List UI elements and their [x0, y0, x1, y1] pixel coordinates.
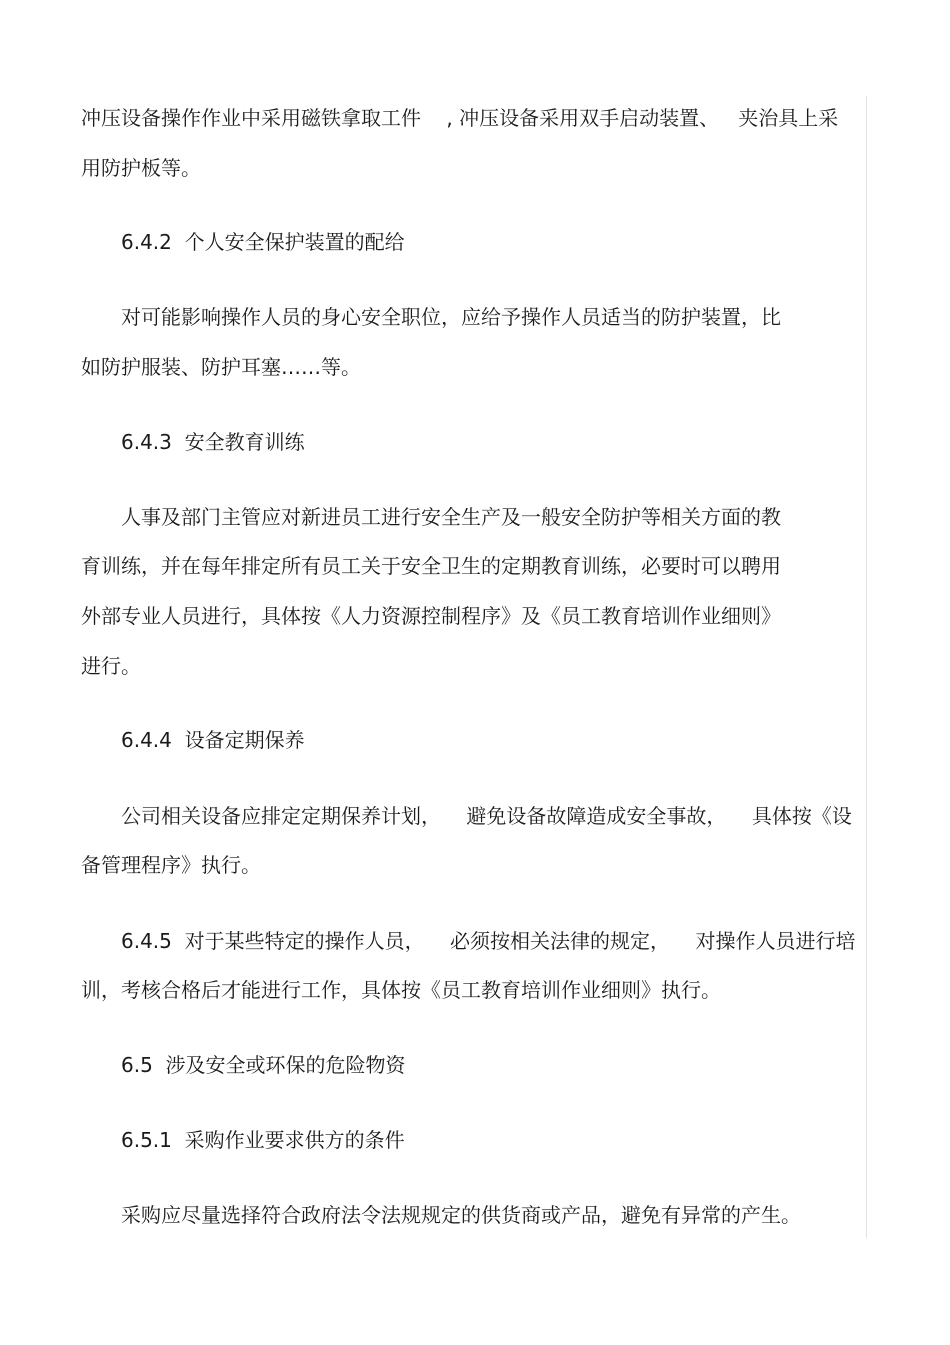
text-line-12: 公司相关设备应排定定期保养计划， 避免设备故障造成安全事故， 具体按《设 — [121, 804, 852, 828]
section-heading-6-4-4: 6.4.4 设备定期保养 — [121, 728, 305, 752]
section-heading-6-5: 6.5 涉及安全或环保的危险物资 — [121, 1053, 406, 1077]
section-heading-6-4-5: 6.4.5 对于某些特定的操作人员， 必须按相关法律的规定， 对操作人员进行培 — [121, 929, 856, 953]
text-line-15: 训，考核合格后才能进行工作，具体按《员工教育培训作业细则》执行。 — [81, 978, 721, 1002]
text-line-2: 用防护板等。 — [81, 156, 201, 180]
text-line-18: 采购应尽量选择符合政府法令法规规定的供货商或产品，避免有异常的产生。 — [121, 1203, 801, 1227]
text-line-7: 人事及部门主管应对新进员工进行安全生产及一般安全防护等相关方面的教 — [121, 505, 781, 529]
text-line-10: 进行。 — [81, 654, 141, 678]
text-line-13: 备管理程序》执行。 — [81, 853, 261, 877]
section-heading-6-4-2: 6.4.2 个人安全保护装置的配给 — [121, 230, 405, 254]
text-line-9: 外部专业人员进行，具体按《人力资源控制程序》及《员工教育培训作业细则》 — [81, 604, 781, 628]
text-line-1: 冲压设备操作作业中采用磁铁拿取工件 , 冲压设备采用双手启动装置、 夹治具上采 — [81, 106, 839, 130]
section-heading-6-5-1: 6.5.1 采购作业要求供方的条件 — [121, 1128, 405, 1152]
section-heading-6-4-3: 6.4.3 安全教育训练 — [121, 430, 305, 454]
text-line-5: 如防护服装、防护耳塞……等。 — [81, 355, 361, 379]
page-edge-divider — [866, 96, 867, 1238]
text-line-4: 对可能影响操作人员的身心安全职位，应给予操作人员适当的防护装置，比 — [121, 305, 781, 329]
text-line-8: 育训练，并在每年排定所有员工关于安全卫生的定期教育训练，必要时可以聘用 — [81, 554, 781, 578]
